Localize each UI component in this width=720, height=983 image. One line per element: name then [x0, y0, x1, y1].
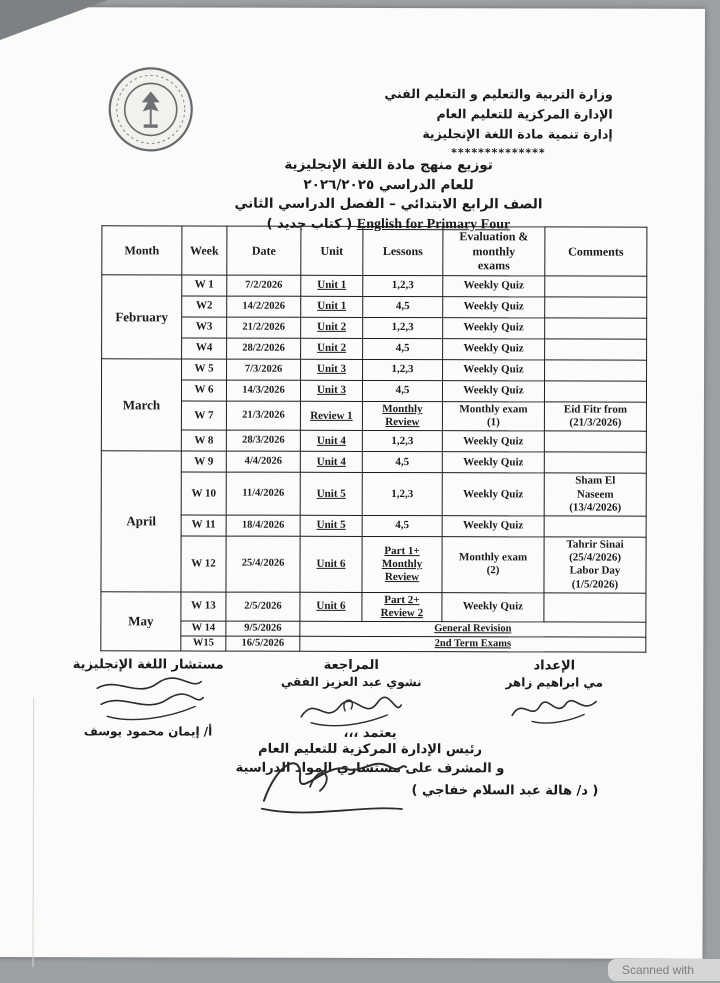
week-cell: W4 — [182, 338, 227, 359]
eval-cell: Weekly Quiz — [442, 452, 544, 473]
week-cell: W 6 — [181, 380, 226, 401]
signature-review-icon — [295, 691, 407, 729]
table-row — [101, 515, 646, 537]
week-cell: W 14 — [181, 621, 226, 636]
new-book-note: ( كتاب جديد ) — [266, 216, 353, 232]
unit-cell: Unit 1 — [301, 275, 363, 296]
scan-badge-label: Scanned with — [621, 963, 694, 977]
lessons-cell: 4,5 — [362, 452, 442, 473]
date-cell: 25/4/2026 — [226, 536, 300, 592]
review-name: نشوي عبد العزيز الفقي — [280, 674, 422, 690]
date-cell: 9/5/2026 — [226, 621, 300, 636]
comments-cell — [544, 431, 646, 452]
week-cell: W 7 — [181, 401, 226, 430]
date-cell: 14/2/2026 — [227, 296, 301, 317]
date-cell: 7/3/2026 — [227, 359, 301, 380]
lessons-cell: 1,2,3 — [362, 473, 442, 516]
comments-cell — [544, 516, 646, 537]
week-cell: W 12 — [181, 536, 226, 592]
term-exams-cell: 2nd Term Exams — [300, 636, 646, 652]
header-unit: Unit — [301, 226, 363, 275]
week-cell: W 8 — [181, 430, 226, 451]
review-title: المراجعة — [323, 657, 379, 674]
comments-cell — [545, 360, 647, 381]
date-cell: 4/4/2026 — [226, 451, 300, 472]
approval-word: يعتمد ،،، — [343, 725, 397, 742]
table-row — [101, 451, 646, 473]
table-header-row — [102, 226, 647, 276]
approval-name: ( د/ هالة عبد السلام خفاجي ) — [411, 783, 599, 799]
week-cell: W 9 — [181, 451, 226, 472]
lessons-cell: 1,2,3 — [363, 275, 443, 296]
week-cell: W15 — [181, 636, 226, 651]
doc-title-line-3: الصف الرابع الابتدائي – الفصل الدراسي الثاني — [234, 195, 543, 213]
month-cell: March — [101, 359, 181, 452]
unit-cell: Unit 5 — [300, 473, 362, 516]
comments-cell — [544, 452, 646, 473]
unit-cell: Unit 2 — [301, 317, 363, 338]
unit-cell: Review 1 — [300, 401, 362, 431]
header-date: Date — [227, 226, 301, 275]
eval-cell: Weekly Quiz — [442, 431, 544, 452]
table-row — [101, 621, 646, 637]
lessons-cell: Part 2+ Review 2 — [362, 592, 442, 622]
table-row — [101, 591, 646, 622]
table-row — [102, 317, 647, 339]
table-row — [101, 536, 646, 593]
document-title — [34, 155, 720, 236]
week-cell: W2 — [182, 296, 227, 317]
approval-line-2: و المشرف على مستشاري المواد الدراسية — [235, 760, 505, 777]
prepared-title: الإعداد — [533, 658, 576, 674]
date-cell: 14/3/2026 — [226, 380, 300, 401]
comments-cell: Tahrir Sinai (25/4/2026) Labor Day (1/5/2026) — [544, 537, 646, 593]
unit-cell: Unit 4 — [300, 431, 362, 452]
header-lessons: Lessons — [363, 226, 443, 275]
table-row — [101, 430, 646, 452]
comments-cell: Eid Fitr from (21/3/2026) — [544, 402, 646, 432]
table-row — [101, 401, 646, 432]
consultant-title: مستشار اللغة الإنجليزية — [72, 657, 224, 673]
date-cell: 28/3/2026 — [226, 430, 300, 451]
table-row — [101, 380, 646, 402]
eagle-emblem-icon — [107, 65, 195, 153]
table-row — [102, 296, 647, 318]
comments-cell — [545, 318, 647, 339]
eval-cell: Weekly Quiz — [443, 276, 545, 297]
week-cell: W3 — [182, 317, 227, 338]
month-cell: May — [101, 591, 181, 651]
signature-consultant-icon — [87, 674, 209, 722]
lessons-cell: 4,5 — [363, 338, 443, 359]
month-cell: April — [101, 451, 181, 592]
unit-cell: Unit 5 — [300, 515, 362, 536]
date-cell: 11/4/2026 — [226, 472, 300, 515]
eval-cell: Monthly exam (2) — [442, 537, 544, 593]
signature-prepared-icon — [504, 691, 604, 725]
header-month: Month — [102, 226, 182, 275]
lessons-cell: 1,2,3 — [363, 317, 443, 338]
comments-cell — [544, 381, 646, 402]
date-cell: 7/2/2026 — [227, 275, 301, 296]
table-row — [101, 472, 646, 516]
unit-cell: Unit 2 — [301, 338, 363, 359]
eval-cell: Monthly exam (1) — [442, 402, 544, 432]
eval-cell: Weekly Quiz — [443, 339, 545, 360]
separator-stars: ************** — [451, 146, 546, 160]
ministry-logo — [107, 65, 195, 158]
date-cell: 28/2/2026 — [227, 338, 301, 359]
eval-cell: Weekly Quiz — [442, 592, 544, 622]
unit-cell: Unit 6 — [300, 536, 362, 592]
table-row — [102, 359, 647, 381]
unit-cell: Unit 4 — [300, 452, 362, 473]
week-cell: W 10 — [181, 472, 226, 515]
unit-cell: Unit 6 — [300, 592, 362, 622]
ministry-line-2: الإدارة المركزية للتعليم العام — [436, 106, 613, 122]
date-cell: 21/2/2026 — [227, 317, 301, 338]
eval-cell: Weekly Quiz — [443, 297, 545, 318]
comments-cell — [545, 339, 647, 360]
curriculum-table — [100, 225, 647, 652]
ministry-line-1: وزارة التربية والتعليم و التعليم الفني — [384, 86, 613, 102]
week-cell: W 5 — [182, 359, 227, 380]
comments-cell: Sham El Naseem (13/4/2026) — [544, 473, 646, 516]
signature-approval-icon — [250, 743, 410, 821]
lessons-cell: 1,2,3 — [362, 431, 442, 452]
lessons-cell: 4,5 — [362, 380, 442, 401]
eval-cell: Weekly Quiz — [442, 381, 544, 402]
lessons-cell: Monthly Review — [362, 401, 442, 431]
date-cell: 21/3/2026 — [226, 401, 300, 431]
prepared-name: مي ابراهيم زاهر — [505, 675, 604, 690]
lessons-cell: 4,5 — [363, 296, 443, 317]
eval-cell: Weekly Quiz — [442, 516, 544, 537]
approval-line-1: رئيس الإدارة المركزية للتعليم العام — [258, 741, 482, 758]
unit-cell: Unit 1 — [301, 296, 363, 317]
scanned-page — [0, 7, 705, 959]
table-row — [101, 636, 646, 652]
unit-cell: Unit 3 — [300, 380, 362, 401]
table-row — [102, 275, 647, 297]
doc-title-line-2: للعام الدراسي ٢٠٢٦/٢٠٢٥ — [303, 176, 474, 193]
header-week: Week — [182, 226, 227, 275]
unit-cell: Unit 3 — [301, 359, 363, 380]
week-cell: W 1 — [182, 275, 227, 296]
lessons-cell: 1,2,3 — [363, 359, 443, 380]
general-revision-cell: General Revision — [300, 621, 646, 637]
lessons-cell: 4,5 — [362, 515, 442, 536]
lessons-cell: Part 1+ Monthly Review — [362, 536, 442, 592]
table-row — [102, 338, 647, 360]
date-cell: 18/4/2026 — [226, 515, 300, 536]
header-comments: Comments — [545, 227, 647, 276]
month-cell: February — [102, 275, 182, 359]
paper-crease — [32, 697, 34, 967]
date-cell: 2/5/2026 — [226, 592, 300, 622]
doc-title-line-1: توزيع منهج مادة اللغة الإنجليزية — [284, 156, 493, 174]
header-evaluation: Evaluation & monthly exams — [443, 227, 545, 276]
eval-cell: Weekly Quiz — [442, 473, 544, 516]
date-cell: 16/5/2026 — [226, 636, 300, 651]
subject-title: English for Primary Four — [356, 216, 511, 233]
scan-app-badge — [608, 959, 720, 981]
comments-cell — [544, 593, 646, 623]
eval-cell: Weekly Quiz — [443, 360, 545, 381]
approval-signature — [250, 743, 410, 826]
ministry-line-3: إدارة تنمية مادة اللغة الإنجليزية — [422, 126, 613, 142]
week-cell: W 11 — [181, 515, 226, 536]
comments-cell — [545, 276, 647, 297]
consultant-name: أ/ إيمان محمود يوسف — [83, 724, 213, 739]
week-cell: W 13 — [181, 592, 226, 621]
eval-cell: Weekly Quiz — [443, 318, 545, 339]
comments-cell — [545, 297, 647, 318]
ministry-header — [384, 84, 613, 162]
